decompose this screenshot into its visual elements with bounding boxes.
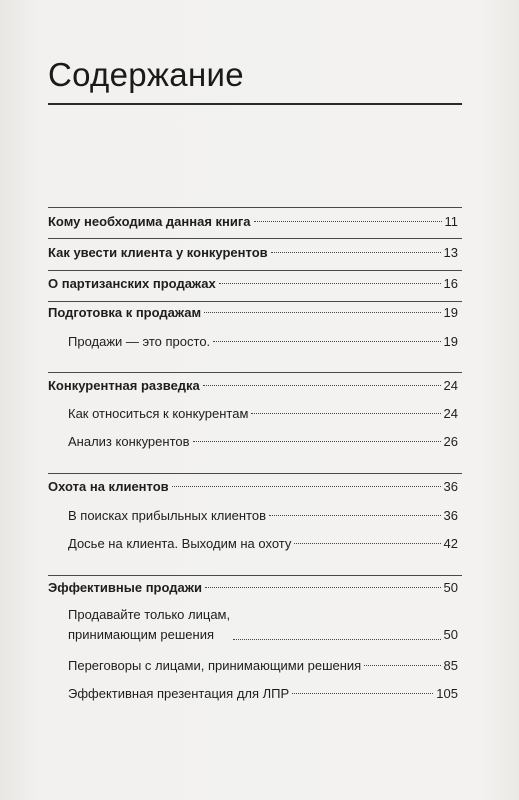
- toc-entry-page: 50: [443, 580, 458, 595]
- toc-entry-label-block: [68, 605, 230, 645]
- toc-entry-label: Продажи — это просто.: [68, 334, 211, 349]
- separator-line: [48, 238, 462, 239]
- toc-entry-page: 42: [443, 536, 458, 551]
- toc-entry-label: Анализ конкурентов: [68, 434, 190, 449]
- dot-leader: [254, 221, 442, 222]
- toc-entry-page: 36: [443, 479, 458, 494]
- toc-entry[interactable]: [48, 243, 458, 263]
- toc-entry-label: Конкурентная разведка: [48, 378, 200, 393]
- toc-entry-label: Как увести клиента у конкурентов: [48, 245, 268, 260]
- dot-leader: [219, 283, 441, 284]
- separator-line: [48, 575, 462, 576]
- toc-entry-label: Подготовка к продажам: [48, 305, 202, 320]
- toc-entry[interactable]: [48, 477, 458, 497]
- dot-leader: [294, 543, 440, 544]
- toc-entry-page: 36: [443, 508, 458, 523]
- toc-entry-label: В поисках прибыльных клиентов: [68, 508, 266, 523]
- separator-line: [48, 473, 462, 474]
- toc-entry[interactable]: [48, 578, 458, 598]
- dot-leader: [251, 413, 440, 414]
- toc-entry[interactable]: [48, 376, 458, 396]
- dot-leader: [205, 587, 441, 588]
- toc-entry[interactable]: [68, 684, 458, 704]
- toc-entry-label: Эффективная презентация для ЛПР: [68, 686, 290, 701]
- toc-entry-page: 19: [443, 334, 458, 349]
- toc-entry-label: Эффективные продажи: [48, 580, 202, 595]
- toc-entry-page: 16: [443, 276, 458, 291]
- toc-entry-page: 85: [443, 658, 458, 673]
- separator-line: [48, 270, 462, 271]
- dot-leader: [269, 515, 441, 516]
- toc-entry[interactable]: [68, 656, 458, 676]
- page-title: Содержание: [48, 56, 244, 93]
- dot-leader: [233, 639, 440, 640]
- dot-leader: [172, 486, 441, 487]
- toc-entry[interactable]: [68, 534, 458, 554]
- title-underline: [48, 103, 462, 105]
- toc-entry-page: 11: [444, 214, 458, 229]
- toc-entry-label: Охота на клиентов: [48, 479, 169, 494]
- toc-entry[interactable]: [48, 303, 458, 323]
- toc-entry[interactable]: [48, 212, 458, 232]
- toc-entry[interactable]: [68, 432, 458, 452]
- toc-entry[interactable]: [68, 332, 458, 352]
- dot-leader: [203, 385, 441, 386]
- toc-entry-label: Как относиться к конкурентам: [68, 406, 249, 421]
- dot-leader: [204, 312, 440, 313]
- toc-entry-page: 24: [443, 378, 458, 393]
- toc-entry-page: 50: [443, 627, 458, 642]
- toc-entry-label: Переговоры с лицами, принимающими решения: [68, 658, 362, 673]
- toc-entry-page: 13: [443, 245, 458, 260]
- toc-entry-label: Досье на клиента. Выходим на охоту: [68, 536, 292, 551]
- toc-entry-page: 19: [443, 305, 458, 320]
- toc-entry[interactable]: [68, 605, 458, 645]
- separator-line: [48, 372, 462, 373]
- dot-leader: [271, 252, 441, 253]
- dot-leader: [292, 693, 433, 694]
- toc-entry-page: 105: [436, 686, 458, 701]
- dot-leader: [213, 341, 440, 342]
- separator-line: [48, 301, 462, 302]
- separator-line: [48, 207, 462, 208]
- dot-leader: [364, 665, 440, 666]
- toc-entry-label: принимающим решения: [68, 627, 214, 642]
- toc-entry-label: О партизанских продажах: [48, 276, 216, 291]
- toc-entry-label-line1: Продавайте только лицам,: [68, 607, 231, 622]
- toc-entry-page: 26: [443, 434, 458, 449]
- toc-entry[interactable]: [68, 404, 458, 424]
- toc-entry-label: Кому необходима данная книга: [48, 214, 251, 229]
- dot-leader: [193, 441, 441, 442]
- toc-entry[interactable]: [48, 274, 458, 294]
- toc-entry-page: 24: [443, 406, 458, 421]
- toc-entry[interactable]: [68, 506, 458, 526]
